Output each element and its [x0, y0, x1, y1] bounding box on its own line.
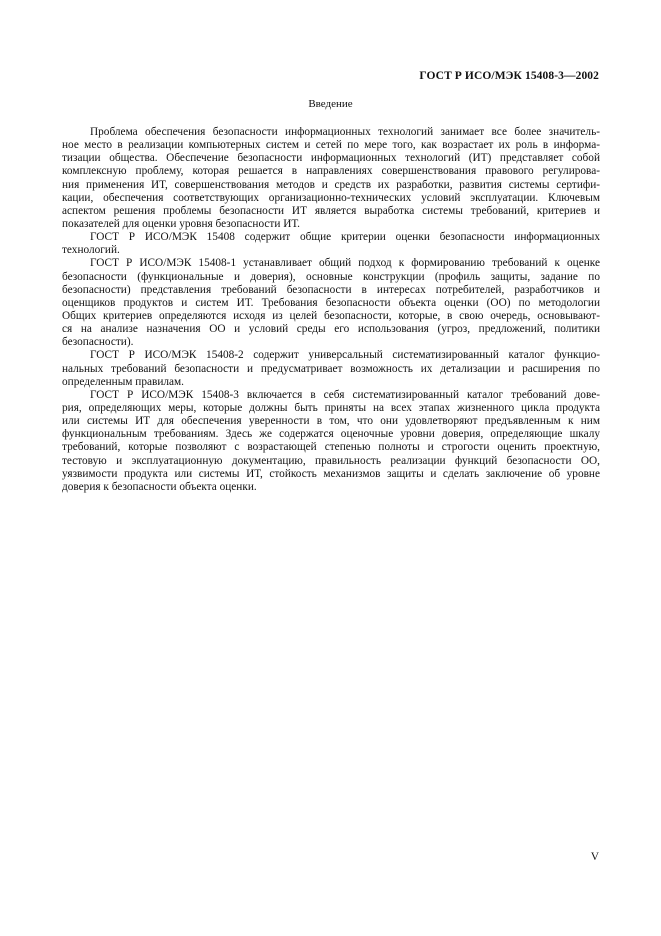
text-line: безопасности). [62, 336, 134, 349]
text-line: оценщиков продуктов и систем ИТ. Требования безопасности объекта оценки (ОО) по методологии [62, 296, 600, 309]
paragraph [62, 349, 600, 388]
text-line: требований, которые позволяют с возрастающей степенью полноты и строгости оценить проектную, [62, 441, 600, 454]
text-line: тизации общества. Обеспечение безопасности информационных технологий (ИТ) представляет собой [62, 152, 600, 165]
page-number: V [590, 851, 599, 863]
text-line: комплексную проблему, которая решается в направлениях совершенствования правового регулирова- [62, 165, 600, 178]
text-line: аспектом решения проблемы безопасности ИТ является выработка системы требований, критериев и [62, 204, 600, 217]
standard-header: ГОСТ Р ИСО/МЭК 15408-3—2002 [419, 70, 599, 82]
paragraph [62, 389, 600, 494]
paragraph [62, 126, 600, 231]
text-line: функциональным требованиям. Здесь же содержатся оценочные уровни доверия, определяющие шкалу [62, 428, 600, 441]
text-line: ГОСТ Р ИСО/МЭК 15408 содержит общие критерии оценки безопасности информационных [90, 231, 600, 244]
text-line: кации, обеспечения соответствующих организационно-технических условий эксплуатации. Ключевым [62, 191, 600, 204]
text-line: нальных требований безопасности и предусматривает возможность их детализации и расширения по [62, 362, 600, 375]
text-line: рия, определяющих меры, которые должны быть приняты на всех этапах жизненного цикла продукта [62, 401, 600, 414]
text-line: уязвимости продукта или системы ИТ, стойкость механизмов защиты и сделать заключение об уровне [62, 467, 600, 480]
paragraph [62, 231, 600, 257]
text-line: показателей для оценки уровня безопасности ИТ. [62, 217, 300, 230]
text-line: или системы ИТ для обеспечения уверенности в том, что они удовлетворяют предъявленным к ним [62, 415, 600, 428]
text-line: безопасности) представления требований безопасности в интересах потребителей, разработчиков и [62, 283, 600, 296]
paragraph [62, 257, 600, 349]
text-line: ния применения ИТ, совершенствования методов и средств их разработки, развития системы сертифи- [62, 178, 600, 191]
text-line: ГОСТ Р ИСО/МЭК 15408-1 устанавливает общий подход к формированию требований к оценке [90, 257, 600, 270]
text-line: безопасности (функциональные и доверия), основные конструкции (профиль защиты, задание по [62, 270, 600, 283]
section-title: Введение [308, 98, 353, 110]
text-line: ГОСТ Р ИСО/МЭК 15408-3 включается в себя систематизированный каталог требований дове- [90, 388, 600, 401]
text-line: определенным правилам. [62, 375, 184, 388]
text-line: ся на анализе назначения ОО и условий среды его использования (угроз, предложений, политики [62, 323, 600, 336]
text-line: Общих критериев определяются исходя из целей безопасности, которые, в свою очередь, основывают- [62, 309, 600, 322]
text-line: Проблема обеспечения безопасности информационных технологий занимает все более значитель- [90, 126, 600, 138]
body-text [62, 126, 600, 494]
text-line: ное место в реализации компьютерных систем и сетей по мере того, как возрастает их роль в информа- [62, 139, 600, 152]
text-line: технологий. [62, 244, 120, 257]
text-line: доверия к безопасности объекта оценки. [62, 480, 257, 493]
text-line: тестовую и эксплуатационную документацию, правильность реализации функций безопасности ОО, [62, 454, 600, 467]
text-line: ГОСТ Р ИСО/МЭК 15408-2 содержит универсальный систематизированный каталог функцио- [90, 349, 600, 362]
